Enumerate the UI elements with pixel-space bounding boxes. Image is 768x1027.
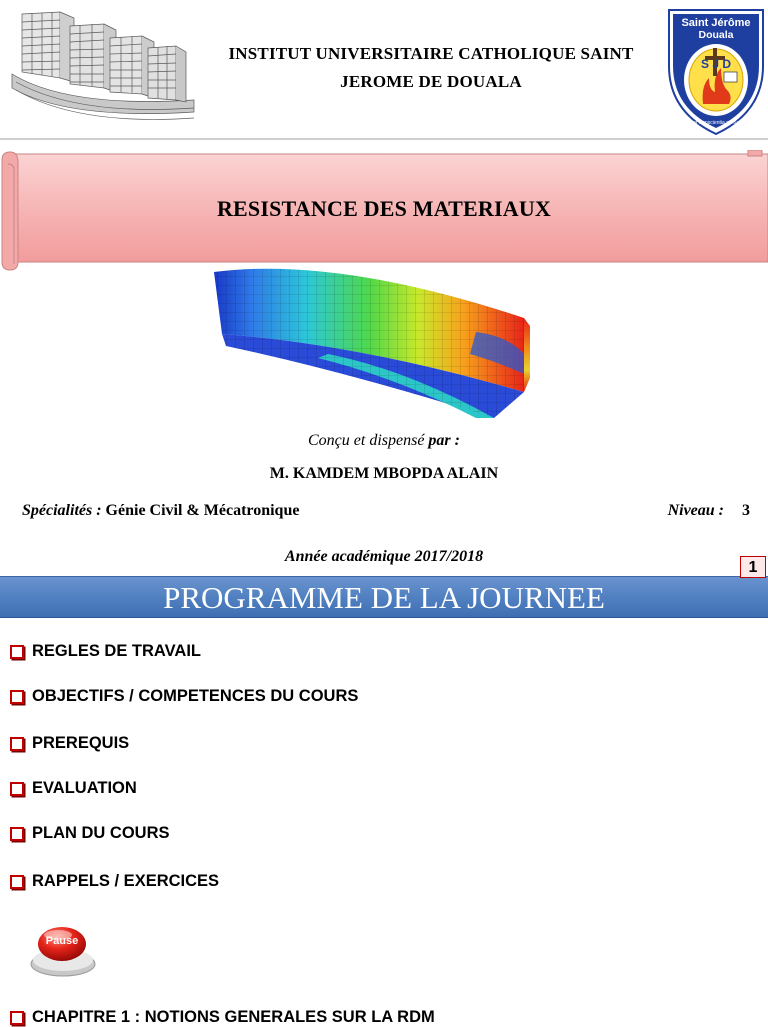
program-slide xyxy=(0,568,768,1024)
specialties-value: Génie Civil & Mécatronique xyxy=(105,502,300,519)
program-item-4 xyxy=(10,779,137,798)
logo-motto: Scientia et Conscientia ad Sapientiam xyxy=(673,120,759,126)
designed-by-label: par : xyxy=(428,432,460,449)
checkbox-bullet-icon xyxy=(10,827,24,841)
program-item-2 xyxy=(10,687,358,706)
designed-label: Conçu et dispensé xyxy=(308,432,425,449)
program-item-label: EVALUATION xyxy=(32,779,137,797)
program-item-label: OBJECTIFS / COMPETENCES DU COURS xyxy=(32,687,359,705)
program-item-6 xyxy=(10,872,219,891)
academic-year: Année académique 2017/2018 xyxy=(284,548,484,565)
program-item-5 xyxy=(10,824,170,843)
checkbox-bullet-icon xyxy=(10,645,24,659)
program-item-3 xyxy=(10,734,129,753)
course-title: RESISTANCE DES MATERIAUX xyxy=(216,196,552,221)
checkbox-bullet-icon xyxy=(10,875,24,889)
program-title-bar xyxy=(0,576,768,618)
checkbox-bullet-icon xyxy=(10,1011,24,1025)
building-structure-image xyxy=(8,8,198,132)
specialties xyxy=(22,502,299,520)
checkbox-bullet-icon xyxy=(10,782,24,796)
author-name: M. KAMDEM MBOPDA ALAIN xyxy=(269,465,499,482)
logo-letters: S J D xyxy=(700,57,732,71)
level xyxy=(668,502,750,520)
program-title: PROGRAMME DE LA JOURNEE xyxy=(163,580,605,615)
pause-button-icon[interactable] xyxy=(28,924,98,978)
institute-name xyxy=(196,40,666,96)
checkbox-bullet-icon xyxy=(10,690,24,704)
institute-line-2: JEROME DE DOUALA xyxy=(340,72,522,91)
level-value: 3 xyxy=(742,502,750,519)
stress-beam-image xyxy=(208,258,536,424)
program-item-label: PLAN DU COURS xyxy=(32,824,170,842)
program-item-label: CHAPITRE 1 : NOTIONS GENERALES SUR LA RDM xyxy=(32,1008,435,1026)
logo-text-2: Douala xyxy=(698,29,734,41)
program-item-label: REGLES DE TRAVAIL xyxy=(32,642,201,660)
specialties-label: Spécialités : xyxy=(22,502,102,519)
page-number-badge: 1 xyxy=(740,556,766,578)
header-divider xyxy=(0,138,768,140)
pause-label: Pause xyxy=(45,935,79,947)
designed-by xyxy=(0,432,768,450)
logo-text-1: Saint Jérôme xyxy=(681,17,751,29)
level-label: Niveau : xyxy=(667,502,724,519)
program-item-label: PREREQUIS xyxy=(32,734,130,752)
university-logo xyxy=(665,6,767,136)
institute-line-1: INSTITUT UNIVERSITAIRE CATHOLIQUE SAINT xyxy=(228,44,634,63)
checkbox-bullet-icon xyxy=(10,737,24,751)
program-item-label: RAPPELS / EXERCICES xyxy=(32,872,220,890)
program-item-1 xyxy=(10,642,201,661)
program-item-7 xyxy=(10,1008,435,1027)
